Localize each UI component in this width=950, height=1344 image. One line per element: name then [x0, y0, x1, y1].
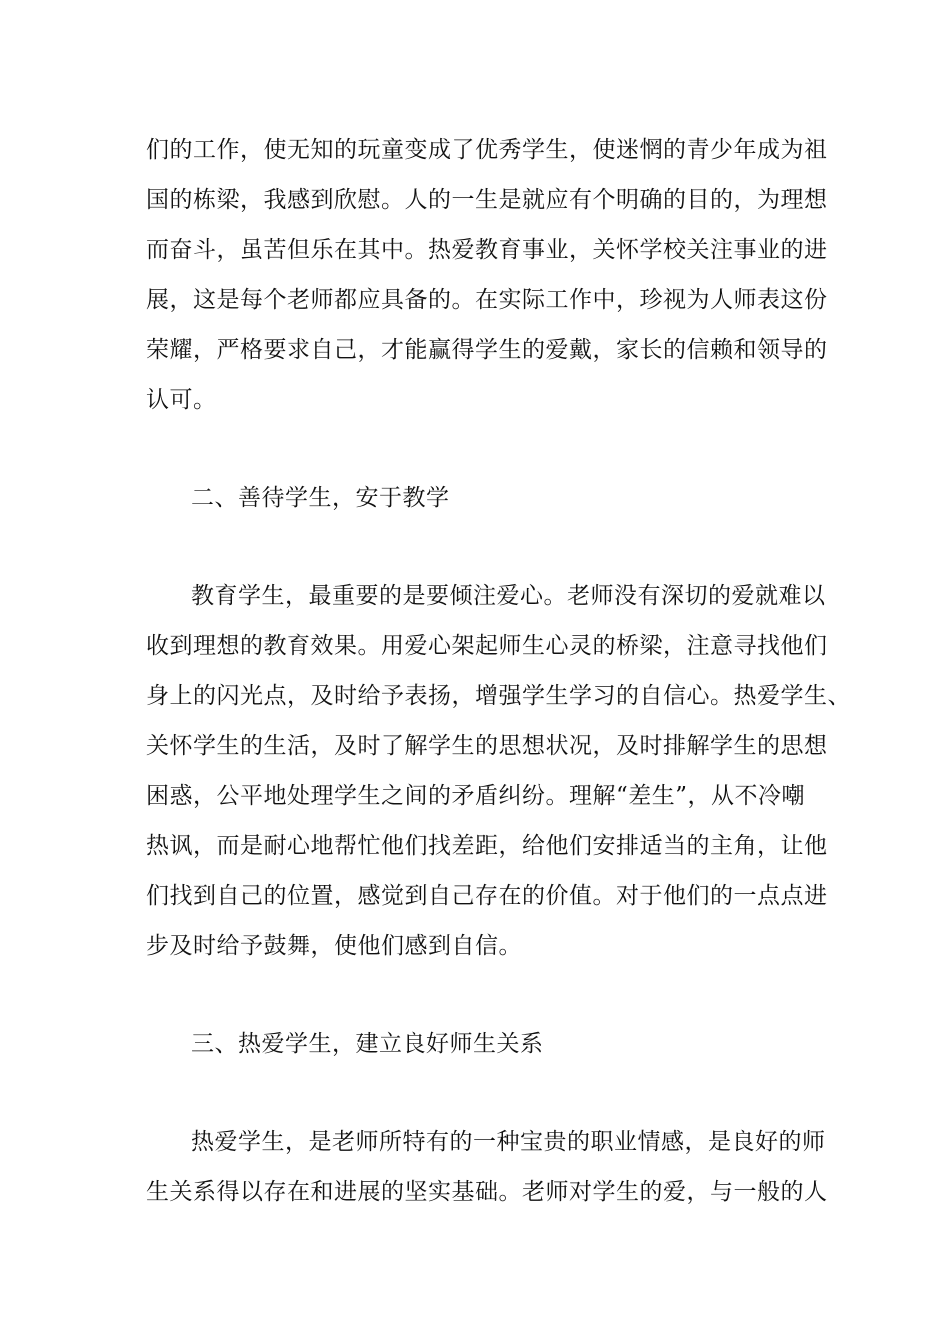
- paragraph-1-line: 而奋斗，虽苦但乐在其中。热爱教育事业，关怀学校关注事业的进: [146, 237, 828, 263]
- paragraph-1-line: 荣耀，严格要求自己，才能赢得学生的爱戴，家长的信赖和领导的: [146, 337, 828, 363]
- section-heading-2: 二、善待学生，安于教学: [191, 485, 450, 511]
- paragraph-2-line: 身上的闪光点，及时给予表扬，增强学生学习的自信心。热爱学生、: [146, 683, 851, 709]
- paragraph-2-line: 收到理想的教育效果。用爱心架起师生心灵的桥梁，注意寻找他们: [146, 633, 828, 659]
- paragraph-2-line: 们找到自己的位置，感觉到自己存在的价值。对于他们的一点点进: [146, 883, 828, 909]
- paragraph-2-line: 困惑，公平地处理学生之间的矛盾纠纷。理解“差生”，从不冷嘲: [146, 783, 806, 809]
- paragraph-2-line: 热讽，而是耐心地帮忙他们找差距，给他们安排适当的主角，让他: [146, 833, 828, 859]
- paragraph-1-line: 展，这是每个老师都应具备的。在实际工作中，珍视为人师表这份: [146, 287, 828, 313]
- paragraph-1-line: 认可。: [146, 387, 217, 413]
- paragraph-2-line: 关怀学生的生活，及时了解学生的思想状况，及时排解学生的思想: [146, 733, 828, 759]
- paragraph-1-line: 们的工作，使无知的玩童变成了优秀学生，使迷惘的青少年成为祖: [146, 137, 828, 163]
- paragraph-3-line: 生关系得以存在和进展的坚实基础。老师对学生的爱，与一般的人: [146, 1179, 828, 1205]
- paragraph-1-line: 国的栋梁，我感到欣慰。人的一生是就应有个明确的目的，为理想: [146, 187, 828, 213]
- paragraph-2-line: 步及时给予鼓舞，使他们感到自信。: [146, 933, 522, 959]
- section-heading-3: 三、热爱学生，建立良好师生关系: [191, 1031, 544, 1057]
- paragraph-2-line: 教育学生，最重要的是要倾注爱心。老师没有深切的爱就难以: [191, 583, 826, 609]
- paragraph-3-line: 热爱学生，是老师所特有的一种宝贵的职业情感，是良好的师: [191, 1129, 826, 1155]
